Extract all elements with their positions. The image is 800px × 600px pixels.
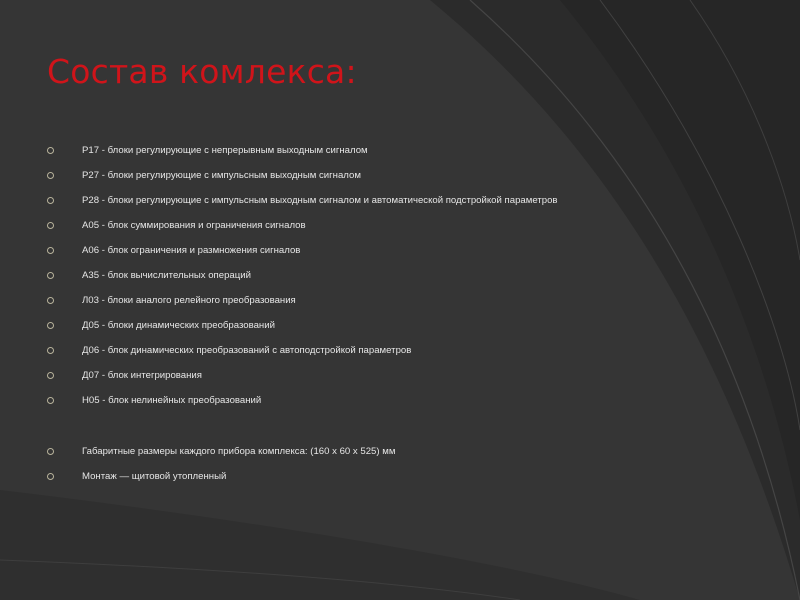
bullet-text: Д06 - блок динамических преобразований с автоподстройкой параметров bbox=[82, 344, 412, 356]
circle-bullet-icon bbox=[47, 448, 54, 455]
bullet-text: Н05 - блок нелинейных преобразований bbox=[82, 394, 262, 406]
circle-bullet-icon bbox=[47, 172, 54, 179]
circle-bullet-icon bbox=[47, 272, 54, 279]
circle-bullet-icon bbox=[47, 473, 54, 480]
list-item bbox=[47, 217, 306, 233]
list-item bbox=[47, 342, 411, 358]
bullet-text: Монтаж — щитовой утопленный bbox=[82, 470, 227, 482]
slide-title: Состав комлекса: bbox=[47, 52, 357, 91]
list-item bbox=[47, 468, 226, 484]
bullet-text: Р28 - блоки регулирующие с импульсным выходным сигналом и автоматической подстройкой параметров bbox=[82, 194, 558, 206]
circle-bullet-icon bbox=[47, 222, 54, 229]
bullet-text: Д05 - блоки динамических преобразований bbox=[82, 319, 275, 331]
list-item bbox=[47, 367, 202, 383]
circle-bullet-icon bbox=[47, 397, 54, 404]
bullet-text: Р17 - блоки регулирующие с непрерывным выходным сигналом bbox=[82, 144, 368, 156]
circle-bullet-icon bbox=[47, 247, 54, 254]
list-item bbox=[47, 167, 361, 183]
bullet-text: Л03 - блоки аналого релейного преобразования bbox=[82, 294, 296, 306]
list-item bbox=[47, 317, 275, 333]
circle-bullet-icon bbox=[47, 147, 54, 154]
list-item bbox=[47, 142, 368, 158]
bullet-text: А35 - блок вычислительных операций bbox=[82, 269, 251, 281]
list-item bbox=[47, 392, 261, 408]
list-item bbox=[47, 267, 251, 283]
list-item bbox=[47, 242, 300, 258]
circle-bullet-icon bbox=[47, 297, 54, 304]
list-item bbox=[47, 443, 395, 459]
bullet-text: Габаритные размеры каждого прибора комплекса: (160 х 60 х 525) мм bbox=[82, 445, 396, 457]
circle-bullet-icon bbox=[47, 322, 54, 329]
circle-bullet-icon bbox=[47, 197, 54, 204]
list-item bbox=[47, 192, 558, 208]
bullet-text: Д07 - блок интегрирования bbox=[82, 369, 202, 381]
bullet-text: А06 - блок ограничения и размножения сигналов bbox=[82, 244, 301, 256]
circle-bullet-icon bbox=[47, 372, 54, 379]
list-item bbox=[47, 292, 296, 308]
bullet-text: Р27 - блоки регулирующие с импульсным выходным сигналом bbox=[82, 169, 361, 181]
circle-bullet-icon bbox=[47, 347, 54, 354]
bullet-text: А05 - блок суммирования и ограничения сигналов bbox=[82, 219, 306, 231]
